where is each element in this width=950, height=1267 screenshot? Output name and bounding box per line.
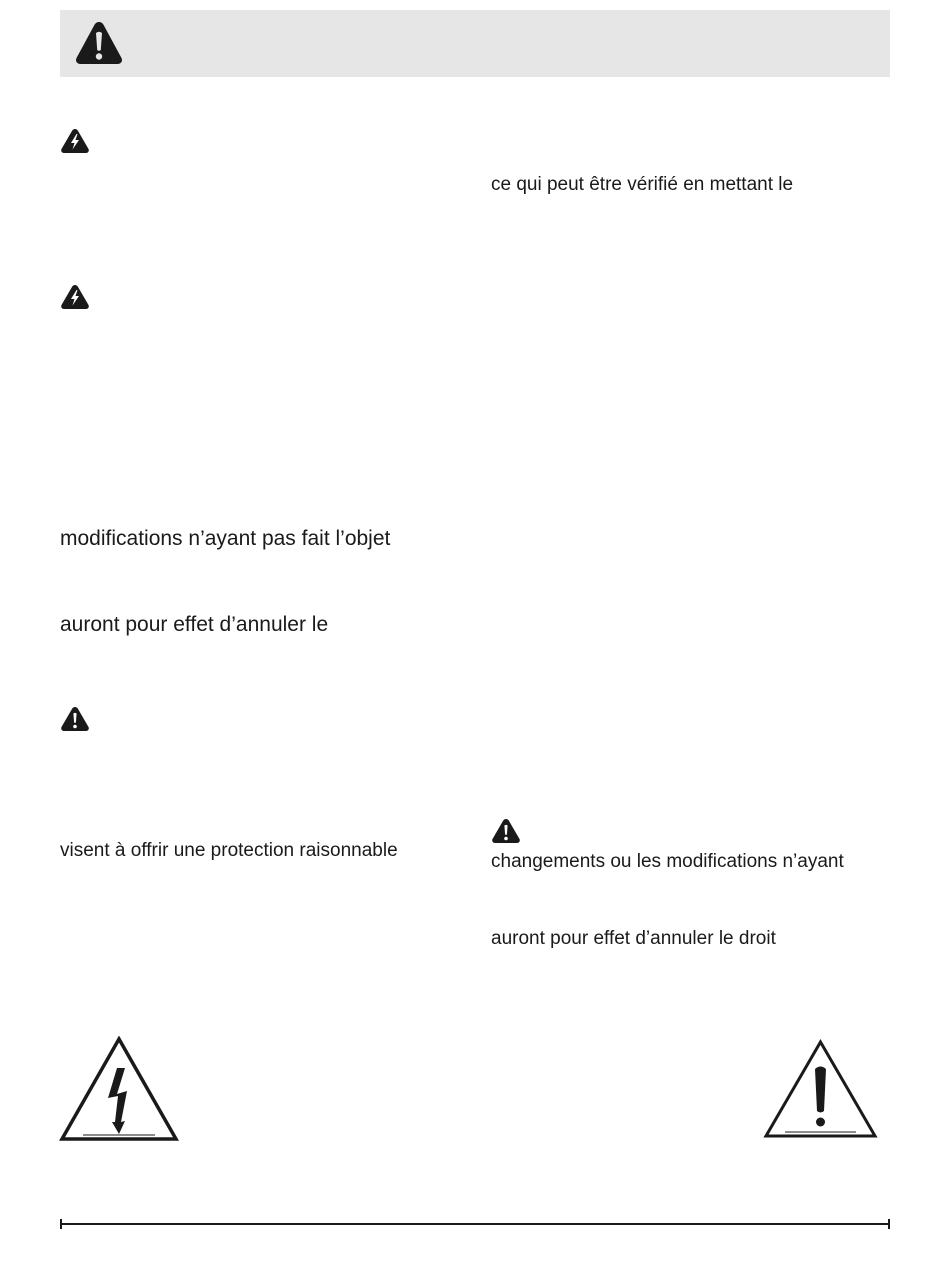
electric-shock-hazard-symbol (59, 1036, 179, 1142)
footer-divider (60, 1223, 890, 1225)
general-caution-symbol (763, 1039, 878, 1139)
footer-divider-left-tick (60, 1219, 62, 1229)
right-text-line-2: changements ou les modifications n’ayant (491, 851, 844, 872)
exclamation-warning-icon (60, 706, 90, 732)
warning-header-bar (60, 10, 890, 77)
right-text-line-3: auront pour effet d’annuler le droit (491, 928, 776, 949)
left-text-line-3: visent à offrir une protection raisonnable (60, 840, 398, 861)
exclamation-warning-icon (491, 818, 521, 844)
left-text-line-1: modifications n’ayant pas fait l’objet (60, 527, 391, 550)
warning-exclamation-icon (74, 20, 124, 66)
right-text-line-1: ce qui peut être vérifié en mettant le (491, 174, 794, 195)
lightning-warning-icon (60, 128, 90, 154)
lightning-warning-icon (60, 284, 90, 310)
footer-divider-right-tick (888, 1219, 890, 1229)
left-text-line-2: auront pour effet d’annuler le (60, 613, 329, 636)
